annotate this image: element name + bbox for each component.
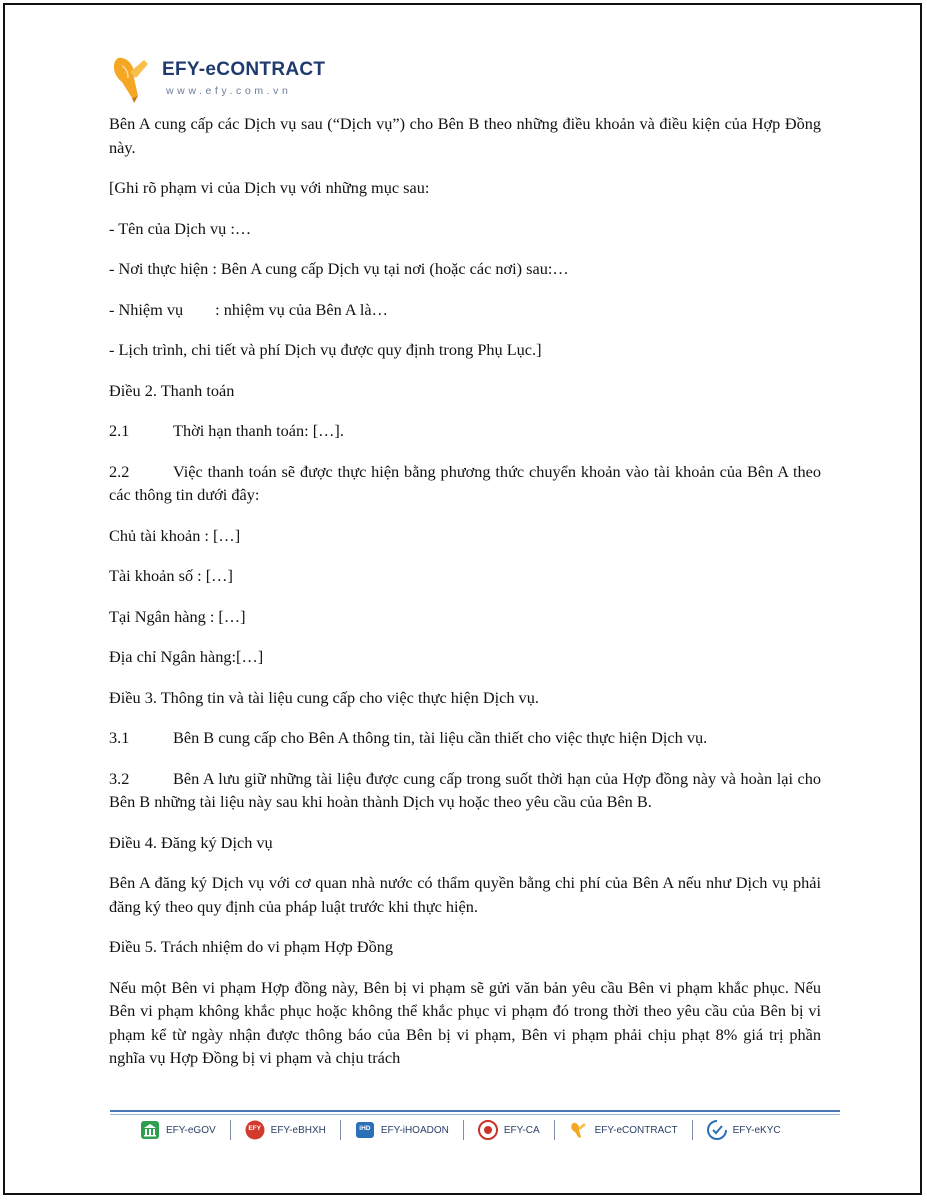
pencil-logo-icon	[108, 52, 158, 104]
paragraph: [Ghi rõ phạm vi của Dịch vụ với những mục sau:	[109, 178, 430, 197]
logo-title: EFY-eCONTRACT	[162, 59, 326, 80]
footer-product-bar	[140, 1117, 781, 1143]
article-heading: Điều 5. Trách nhiệm do vi phạm Hợp Đồng	[109, 937, 394, 956]
list-item-label: - Nhiệm vụ	[109, 299, 184, 319]
list-item: - Lịch trình, chi tiết và phí Dịch vụ được quy định trong Phụ Lục.]	[109, 340, 542, 359]
article-heading: Điều 4. Đăng ký Dịch vụ	[109, 832, 273, 852]
efy-badge-label: EFY	[248, 1125, 261, 1132]
invoice-icon-label: iHD	[359, 1125, 371, 1132]
footer-item-ekyc[interactable]	[707, 1120, 781, 1140]
footer-separator	[230, 1120, 231, 1140]
bank-address: Địa chỉ Ngân hàng:[…]	[109, 647, 264, 666]
clause-number: 3.2	[109, 768, 130, 788]
invoice-icon	[355, 1120, 375, 1140]
government-building-icon	[140, 1120, 160, 1140]
paragraph: Nếu một Bên vi phạm Hợp đồng này, Bên bị vi phạm sẽ gửi văn bản yêu cầu Bên vi phạm khắc phục. Nếu Bên vi phạm không khắc phục hoặc không thể khắc phục vi phạm đó trong thời theo yêu cầu của Bên bị vi phạm kể từ ngày nhận được thông báo của Bên bị vi phạm, Bên vi phạm phải chịu phạt 8% giá trị phần nghĩa vụ Hợp Đồng bị vi phạm và chịu trách	[109, 977, 821, 1067]
document-body	[109, 112, 821, 1087]
footer-item-econtract[interactable]	[569, 1120, 678, 1140]
footer-separator	[463, 1120, 464, 1140]
account-holder: Chủ tài khoản : […]	[109, 525, 241, 545]
article-heading: Điều 2. Thanh toán	[109, 380, 235, 400]
footer-separator	[554, 1120, 555, 1140]
footer-divider	[110, 1110, 840, 1112]
footer-item-ebhxh[interactable]	[245, 1120, 326, 1140]
clause-text: Bên B cung cấp cho Bên A thông tin, tài liệu cần thiết cho việc thực hiện Dịch vụ.	[173, 728, 708, 747]
efy-badge-icon	[245, 1120, 265, 1140]
footer-separator	[692, 1120, 693, 1140]
footer-item-egov[interactable]	[140, 1120, 216, 1140]
paragraph: Bên A cung cấp các Dịch vụ sau (“Dịch vụ”) cho Bên B theo những điều khoản và điều kiện của Hợp Đồng này.	[109, 114, 821, 157]
clause-number: 2.2	[109, 461, 130, 481]
clause-number: 3.1	[109, 728, 130, 747]
footer-item-label: EFY-iHOADON	[380, 1124, 449, 1136]
clause	[109, 419, 821, 443]
account-number: Tài khoản số : […]	[109, 566, 233, 585]
clause	[109, 726, 821, 750]
list-item	[109, 298, 821, 322]
clause-number: 2.1	[109, 421, 130, 440]
clause-text: Bên A lưu giữ những tài liệu được cung cấp trong suốt thời hạn của Hợp đồng này và hoàn lại cho Bên B những tài liệu này sau khi hoàn thành Dịch vụ hoặc theo yêu cầu của Bên B.	[109, 768, 821, 811]
clause	[109, 460, 821, 507]
paragraph: Bên A đăng ký Dịch vụ với cơ quan nhà nước có thẩm quyền bằng chi phí của Bên A nếu như Dịch vụ phải đăng ký theo quy định của pháp luật trước khi thực hiện.	[109, 873, 821, 916]
list-item: - Nơi thực hiện : Bên A cung cấp Dịch vụ tại nơi (hoặc các nơi) sau:…	[109, 259, 569, 278]
footer-item-label: EFY-eCONTRACT	[594, 1124, 678, 1136]
certificate-seal-icon	[478, 1120, 498, 1140]
footer-item-ihoadon[interactable]	[355, 1120, 449, 1140]
footer-item-label: EFY-CA	[503, 1124, 540, 1136]
article-heading: Điều 3. Thông tin và tài liệu cung cấp cho việc thực hiện Dịch vụ.	[109, 687, 539, 707]
clause-text: Thời hạn thanh toán: […].	[173, 421, 344, 440]
footer-item-label: EFY-eBHXH	[270, 1124, 326, 1136]
footer-divider-thin	[110, 1114, 840, 1115]
logo-website: www.efy.com.vn	[166, 85, 292, 97]
bank-name: Tại Ngân hàng : […]	[109, 606, 246, 626]
clause-text: Việc thanh toán sẽ được thực hiện bằng phương thức chuyển khoản vào tài khoản của Bên A theo các thông tin dưới đây:	[109, 461, 821, 504]
footer-item-label: EFY-eKYC	[732, 1124, 781, 1136]
footer-separator	[340, 1120, 341, 1140]
footer-item-ca[interactable]	[478, 1120, 540, 1140]
footer-item-label: EFY-eGOV	[166, 1124, 216, 1136]
list-item-text: : nhiệm vụ của Bên A là…	[215, 299, 388, 319]
clause	[109, 767, 821, 814]
list-item: - Tên của Dịch vụ :…	[109, 218, 252, 238]
pencil-icon	[569, 1120, 589, 1140]
verify-check-icon	[707, 1120, 727, 1140]
